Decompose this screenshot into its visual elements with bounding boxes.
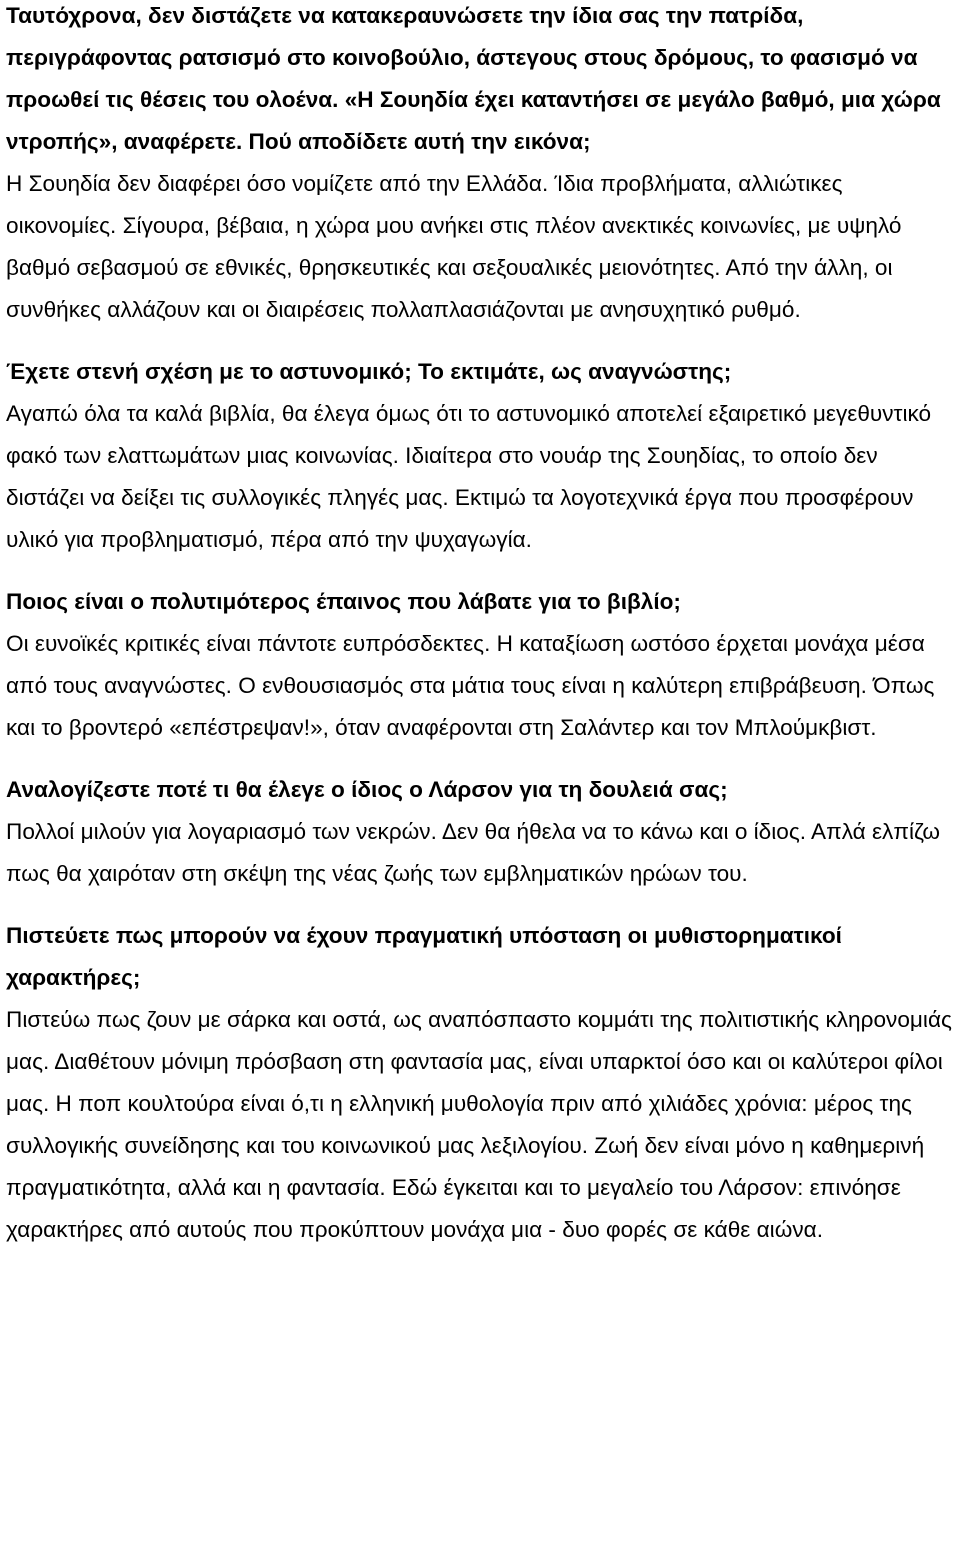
interview-answer: Πιστεύω πως ζουν με σάρκα και οστά, ως αναπόσπαστο κομμάτι της πολιτιστικής κληρονομιάς μας. Διαθέτουν μόνιμη πρόσβαση στη φαντασία μας, είναι υπαρκτοί όσο και οι καλύτεροι φίλοι μας. Η ποπ κουλτούρα είναι ό,τι η ελληνική μυθολογία πριν από χιλιάδες χρόνια: μέρος της συλλογικής συνείδησης και του κοινωνικού μας λεξιλογίου. Ζωή δεν είναι μόνο η καθημερινή πραγματικότητα, αλλά και η φαντασία. Εδώ έγκειται και το μεγαλείο του Λάρσον: επινόησε χαρακτήρες από αυτούς που προκύπτουν μονάχα μια - δυο φορές σε κάθε αιώνα. (6, 1007, 952, 1242)
interview-answer: Οι ευνοϊκές κριτικές είναι πάντοτε ευπρόσδεκτες. Η καταξίωση ωστόσο έρχεται μονάχα μέσα από τους αναγνώστες. Ο ενθουσιασμός στα μάτια τους είναι η καλύτερη επιβράβευση. Όπως και το βροντερό «επέστρεψαν!», όταν αναφέρονται στη Σαλάντερ και τον Μπλούμκβιστ. (6, 631, 935, 740)
interview-question: Πιστεύετε πως μπορούν να έχουν πραγματική υπόσταση οι μυθιστορηματικοί χαρακτήρες; (6, 923, 842, 990)
interview-answer: Αγαπώ όλα τα καλά βιβλία, θα έλεγα όμως ότι το αστυνομικό αποτελεί εξαιρετικό μεγεθυντικό φακό των ελαττωμάτων μιας κοινωνίας. Ιδιαίτερα στο νουάρ της Σουηδίας, το οποίο δεν διστάζει να δείξει τις συλλογικές πληγές μας. Εκτιμώ τα λογοτεχνικά έργα που προσφέρουν υλικό για προβληματισμό, πέρα από την ψυχαγωγία. (6, 401, 932, 552)
qa-block (6, 581, 954, 749)
interview-question: Ποιος είναι ο πολυτιμότερος έπαινος που λάβατε για το βιβλίο; (6, 589, 681, 614)
interview-question: Έχετε στενή σχέση με το αστυνομικό; Το εκτιμάτε, ως αναγνώστης; (6, 359, 732, 384)
interview-question: Ταυτόχρονα, δεν διστάζετε να κατακεραυνώσετε την ίδια σας την πατρίδα, περιγράφοντας ρατσισμό στο κοινοβούλιο, άστεγους στους δρόμους, το φασισμό να προωθεί τις θέσεις του ολοένα. «Η Σουηδία έχει καταντήσει σε μεγάλο βαθμό, μια χώρα ντροπής», αναφέρετε. Πού αποδίδετε αυτή την εικόνα; (6, 3, 941, 154)
interview-answer: Η Σουηδία δεν διαφέρει όσο νομίζετε από την Ελλάδα. Ίδια προβλήματα, αλλιώτικες οικονομίες. Σίγουρα, βέβαια, η χώρα μου ανήκει στις πλέον ανεκτικές κοινωνίες, με υψηλό βαθμό σεβασμού σε εθνικές, θρησκευτικές και σεξουαλικές μειονότητες. Από την άλλη, οι συνθήκες αλλάζουν και οι διαιρέσεις πολλαπλασιάζονται με ανησυχητικό ρυθμό. (6, 171, 902, 322)
interview-question: Αναλογίζεστε ποτέ τι θα έλεγε ο ίδιος ο Λάρσον για τη δουλειά σας; (6, 777, 728, 802)
qa-block (6, 0, 954, 331)
interview-answer: Πολλοί μιλούν για λογαριασμό των νεκρών. Δεν θα ήθελα να το κάνω και ο ίδιος. Απλά ελπίζω πως θα χαιρόταν στη σκέψη της νέας ζωής των εμβληματικών ηρώων του. (6, 819, 941, 886)
qa-block (6, 769, 954, 895)
qa-block (6, 351, 954, 561)
qa-block (6, 915, 954, 1251)
